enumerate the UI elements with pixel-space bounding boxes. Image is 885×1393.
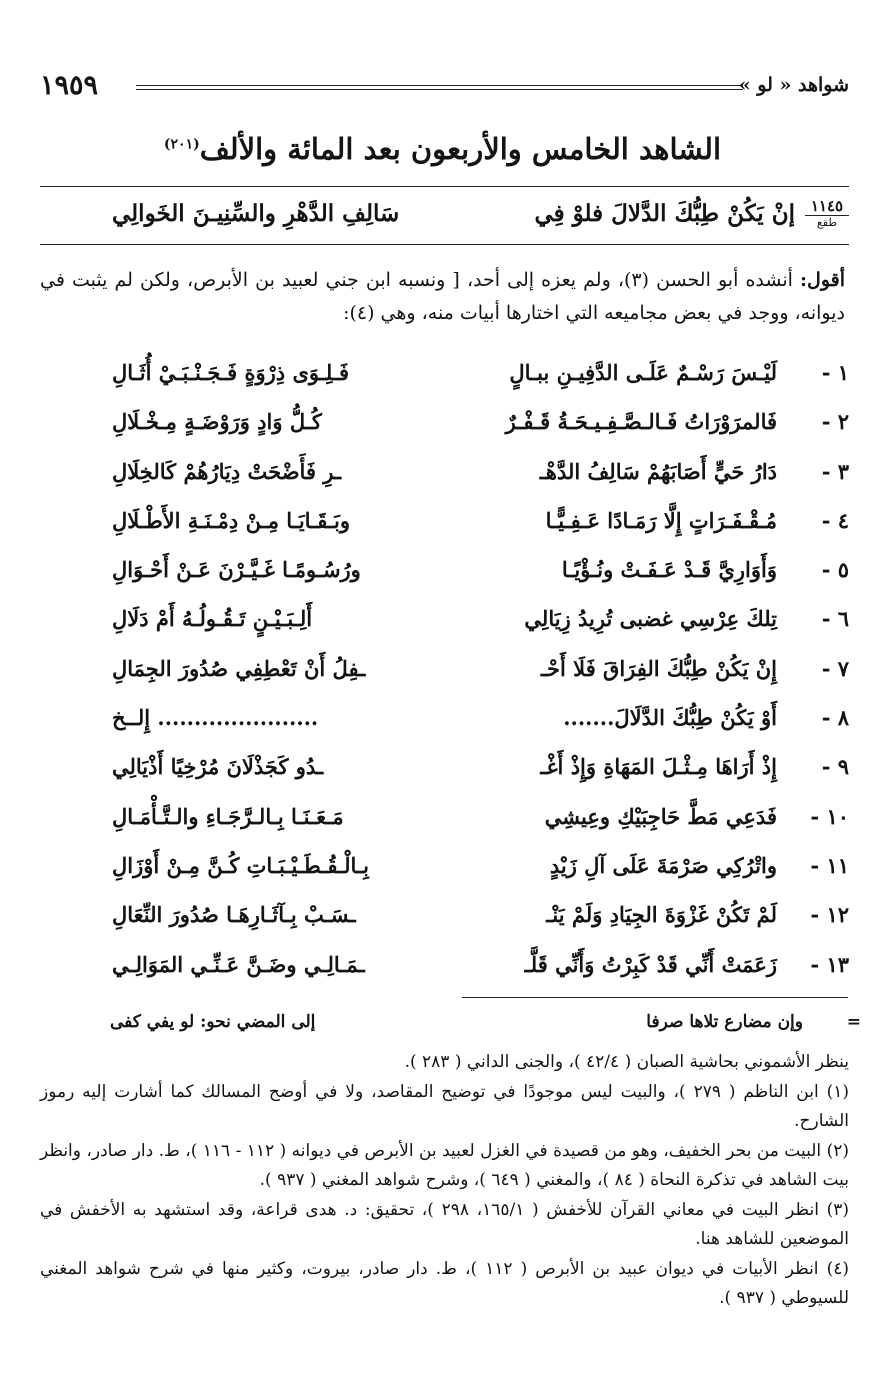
verse-row xyxy=(40,800,849,849)
running-header xyxy=(40,70,849,106)
section-title xyxy=(40,132,845,166)
footnote: (٣) انظر البيت في معاني القرآن للأخفش ( ١٦٥/١، ٢٩٨ )، تحقيق: د. هدى قراعة، وقد استشهد به الأخفش في الموضعين للشاهد هنا. xyxy=(40,1199,850,1249)
shahid-number: ١١٤٥ xyxy=(805,198,849,216)
footnote: (٢) البيت من بحر الخفيف، وهو من قصيدة في الغزل لعبيد بن الأبرص في ديوانه ( ١١٢ - ١١٦ )، ط. دار صادر، وانظر بيت الشاهد في تذكرة النحاة ( ٨٤ )، والمغني ( ٦٤٩ )، وشرح شواهد المغني ( ٩٣٧ ). xyxy=(40,1140,849,1190)
verse-number: ٨ - xyxy=(821,705,849,731)
verse-ajuz: ـفِلُ أَنْ تَعْطِفِي صُدُورَ الجِمَالِ xyxy=(112,655,366,681)
verse-ajuz: ـدُو كَجَذْلَانَ مُرْخِيًا أَذْيَالِي xyxy=(112,754,324,780)
verse-sadr: أَوْ يَكُنْ طِبُّكَ الدَّلَالَ....... xyxy=(563,705,777,731)
shahid-sadr: إنْ يَكُنْ طِبُّكَ الدَّلالَ فلوْ فِي xyxy=(534,200,795,227)
shahid-ajuz: سَالِفِ الدَّهْرِ والسِّنِيـنَ الخَوالِي xyxy=(112,200,400,227)
page-number: ١٩٥٩ xyxy=(40,70,99,101)
verse-sadr: فَالمرَوْرَاتُ فَـالـصَّـفِـيـحَـةُ قَـفْـرٌ xyxy=(505,409,777,435)
verse-number: ١ - xyxy=(821,360,849,385)
footnote: ينظر الأشموني بحاشية الصبان ( ٤٢/٤ )، والجنى الداني ( ٢٨٣ ). xyxy=(404,1052,849,1072)
verse-number: ٤ - xyxy=(821,507,849,533)
verse-row xyxy=(40,750,849,799)
section-title-note: (٢٠١) xyxy=(163,136,200,153)
verse-ajuz: وبَـقَـايَـا مِـنْ دِمْـنَـةِ الأَطْـلَالِ xyxy=(112,507,350,533)
footnote: (١) ابن الناظم ( ٢٧٩ )، والبيت ليس موجودًا في توضيح المقاصد، ولا في أوضح المسالك كما أشارت إليه رموز الشارح. xyxy=(40,1081,849,1131)
shahid-top-rule xyxy=(40,186,849,187)
verse-ajuz: أَلِـبَـيْـنٍ تَـقُـولُـهُ أَمْ دَلَالِ xyxy=(112,606,313,632)
verse-ajuz: ـرِ فَأَضْحَتْ دِيَارُهُمْ كَالخِلَالِ xyxy=(112,458,342,484)
footnote: (٤) انظر الأبيات في ديوان عبيد بن الأبرص ( ١١٢ )، ط. دار صادر، بيروت، وكثير منها في شرح شواهد المغني للسيوطي ( ٩٣٧ ). xyxy=(40,1258,850,1308)
verse-row xyxy=(40,652,849,701)
verse-number: ٢ - xyxy=(821,409,849,435)
shahid-tag: طقع xyxy=(816,216,838,229)
verse-sadr: لَمْ تَكُنْ غَزْوَةَ الجِيَادِ وَلَمْ يَنْـ xyxy=(546,902,777,928)
verse-row xyxy=(40,405,849,454)
carried-verse-sadr: وإن مضارع تلاها صرفا xyxy=(646,1012,803,1032)
footnote-rule xyxy=(462,997,848,998)
verse-sadr: دَارُ حَيٍّ أَصَابَهُمْ سَالِفُ الدَّهْـ xyxy=(539,458,777,484)
shahid-number-box xyxy=(805,198,849,230)
intro-lead: أقول: xyxy=(800,269,846,291)
verse-row xyxy=(40,504,849,553)
verse-ajuz: ورُسُـومًـا غَـيَّـرْنَ عَـنْ أَحْـوَالِ xyxy=(112,557,361,583)
running-title: شواهد « لو » xyxy=(738,74,849,96)
verse-ajuz: بِـالْـقُـطَـيْـبَـاتِ كُـنَّ مِـنْ أَوْزَالِ xyxy=(112,852,369,878)
verse-number: ٩ - xyxy=(821,754,849,780)
verse-row xyxy=(40,898,849,947)
carried-verse-ajuz: إلى المضي نحو: لو يفي كفى xyxy=(110,1012,316,1032)
verse-ajuz: كُـلُّ وَادٍ وَرَوْضَـةٍ مِـخْـلَالِ xyxy=(112,409,322,435)
verse-row xyxy=(40,356,849,405)
footnotes xyxy=(40,1048,849,1314)
verse-ajuz: فَـلِـوَى ذِرْوَةٍ فَـجَـنْـبَـيْ أُثَـالِ xyxy=(112,360,350,385)
verse-ajuz: مَـعَـنَـا بِـالـرَّجَـاءِ والـتَّـأْمَـالِ xyxy=(112,803,344,829)
verse-sadr: إِذْ أَرَاهَا مِـثْـلَ المَهَاةِ وَإِذْ أَغْـ xyxy=(540,754,777,780)
continuation-marker: = xyxy=(846,1012,861,1032)
poem xyxy=(40,356,849,997)
verse-number: ٦ - xyxy=(821,606,849,632)
verse-sadr: واتْرُكِي صَرْمَةَ عَلَى آلِ زَيْدٍ xyxy=(549,852,777,878)
verse-row xyxy=(40,602,849,651)
verse-ajuz: ـسَـبْ بِـآثَـارِهَـا صُدُورَ النِّعَالِ xyxy=(112,902,356,928)
intro-paragraph xyxy=(40,264,845,330)
verse-sadr: فَدَعِي مَطَّ حَاجِبَيْكِ وعِيشِي xyxy=(544,803,777,829)
shahid-bottom-rule xyxy=(40,244,849,245)
verse-number: ١١ - xyxy=(810,852,849,878)
verse-ajuz: ...................... إِلــخ xyxy=(112,705,319,731)
verse-number: ٥ - xyxy=(821,557,849,583)
shahid-verse xyxy=(40,198,849,240)
verse-number: ١٠ - xyxy=(810,803,849,829)
verse-sadr: لَيْـسَ رَسْـمٌ عَلَـى الدَّفِيـنِ ببـالٍ xyxy=(509,360,777,385)
verse-row xyxy=(40,553,849,602)
section-title-text: الشاهد الخامس والأربعون بعد المائة والألف xyxy=(199,132,722,166)
verse-number: ١٢ - xyxy=(810,902,849,928)
intro-text: أنشده أبو الحسن (٣)، ولم يعزه إلى أحد، [ ونسبه ابن جني لعبيد بن الأبرص، ولكن لم يثبت في ديوانه، ووجد في بعض مجاميعه التي اختارها أبيات منه، وهي (٤): xyxy=(40,269,845,324)
verse-ajuz: ـمَـالِـي وضَـنَّ عَـنِّـي المَوَالِـي xyxy=(112,951,365,977)
verse-number: ١٣ - xyxy=(810,951,849,977)
verse-sadr: إِنْ يَكُنْ طِبُّكَ الفِرَاقَ فَلَا أَحْـ xyxy=(540,655,777,681)
verse-sadr: وَأَوَارِيَّ قَـدْ عَـفَـتْ ونُـؤْيًـا xyxy=(561,557,777,583)
carried-verse xyxy=(40,1012,861,1042)
verse-sadr: زَعَمَتْ أَنِّي قَدْ كَبِرْتُ وَأَنِّي قَلَّـ xyxy=(524,951,777,977)
verse-row xyxy=(40,849,849,898)
verse-sadr: تِلكَ عِرْسِي غضبى تُرِيدُ زِيَالِي xyxy=(524,606,777,632)
verse-sadr: مُـقْـفَـرَاتٍ إِلَّا رَمَـادًا عَـفِـيًّـا xyxy=(545,507,777,533)
verse-number: ٣ - xyxy=(821,458,849,484)
verse-row xyxy=(40,701,849,750)
verse-row xyxy=(40,455,849,504)
verse-row xyxy=(40,948,849,997)
header-rule xyxy=(136,85,743,90)
verse-number: ٧ - xyxy=(821,655,849,681)
